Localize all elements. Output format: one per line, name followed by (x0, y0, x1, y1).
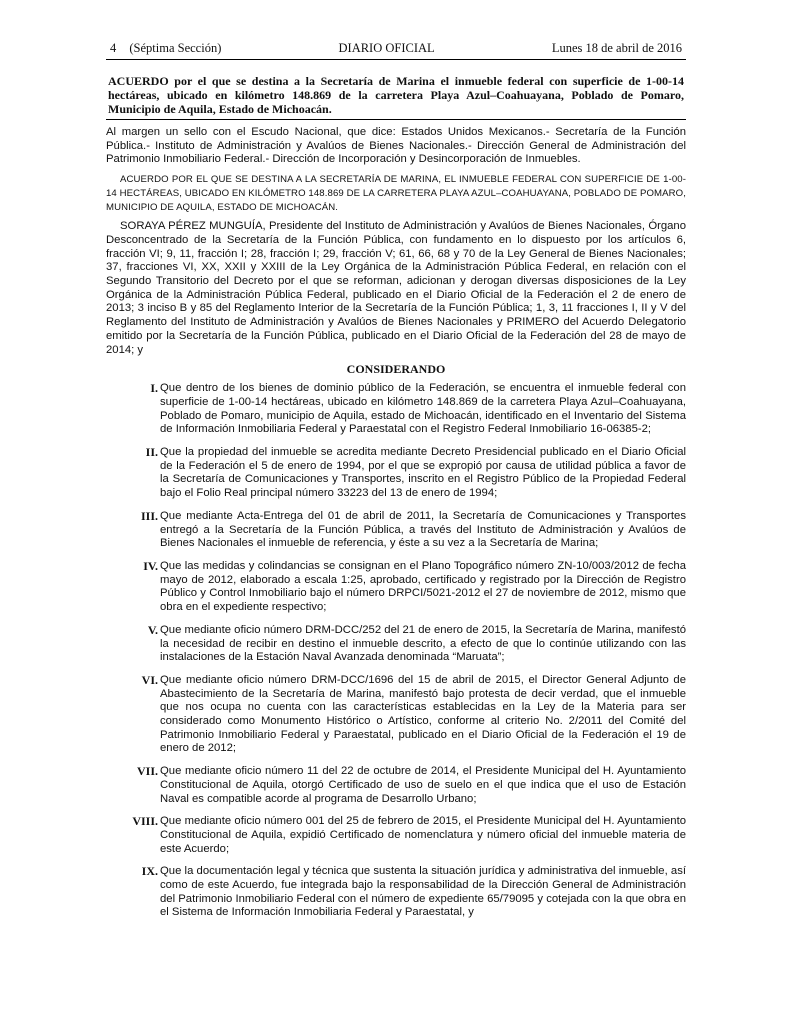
section-label: (Séptima Sección) (129, 41, 222, 55)
item-number: IX. (141, 864, 158, 879)
list-item (106, 446, 686, 501)
considerando-list (106, 382, 686, 920)
list-item (106, 510, 686, 551)
page-header (106, 40, 686, 60)
item-text: Que mediante oficio número 11 del 22 de octubre de 2014, el Presidente Municipal del H. Ayuntamiento Constitucional de Aquila, otorgó Certificado de uso de suelo en el que indica que el uso de Estación Naval es compatible acorde al programa de Desarrollo Urbano; (160, 765, 686, 805)
item-number: I. (150, 381, 158, 396)
considerando-heading: CONSIDERANDO (346, 362, 446, 377)
item-text: Que dentro de los bienes de dominio público de la Federación, se encuentra el inmueble federal con superficie de 1-00-14 hectáreas, ubicado en kilómetro 148.869 de la carretera Playa Azul–Coahuayana, Poblado de Pomaro, municipio de Aquila, estado de Michoacán, identificado en el Inventario del Sistema de Información Inmobiliaria Federal y Paraestatal con el Registro Federal Inmobiliario 16-06385-2; (160, 382, 686, 436)
item-text: Que mediante Acta-Entrega del 01 de abril de 2011, la Secretaría de Comunicaciones y Transportes entregó a la Secretaría de la Función Pública, a través del Instituto de Administración y Avalúos de Bienes Nacionales el inmueble de referencia, y éste a su vez a la Secretaría de Marina; (160, 509, 686, 550)
item-text: Que las medidas y colindancias se consignan en el Plano Topográfico número ZN-10/003/2012 de fecha mayo de 2012, elaborado a escala 1:25, aprobado, certificado y registrado por la Dirección de Registro Público y Control Inmobiliario bajo el número DRPCI/5021-2012 el 27 de noviembre de 2012, mismo que obra en el expediente respectivo; (160, 559, 686, 614)
list-item (106, 815, 686, 856)
list-item (106, 624, 686, 665)
item-text: Que mediante oficio número DRM-DCC/1696 del 15 de abril de 2015, el Director General Adjunto de Abastecimiento de la Secretaría de Marina, manifestó bajo protesta de decir verdad, que el inmueble que nos ocupa no cuenta con las características establecidas en la Ley de la Materia para ser considerado como Monumento Histórico o Artístico, conforme al criterio No. 2/2011 del Comité del Patrimonio Inmobiliario Federal y Paraestatal, publicado en el Diario Oficial de la Federación el 19 de enero de 2012; (160, 673, 686, 755)
list-item (106, 765, 686, 806)
document-page (106, 40, 686, 929)
item-number: V. (147, 622, 158, 637)
item-number: VI. (141, 672, 158, 687)
item-number: II. (145, 445, 158, 460)
header-left (110, 40, 221, 56)
document-title: ACUERDO por el que se destina a la Secretaría de Marina el inmueble federal con superficie de 1-00-14 hectáreas, ubicado en kilómetro 148.869 de la carretera Playa Azul–Coahuayana, Poblado de Pomaro, Municipio de Aquila, Estado de Michoacán. (106, 74, 686, 120)
item-number: VIII. (132, 814, 158, 829)
item-text: Que la propiedad del inmueble se acredita mediante Decreto Presidencial publicado en el Diario Oficial de la Federación el 5 de enero de 1994, por el que se expropió por causa de utilidad pública a favor de la Secretaría de Comunicaciones y Transportes, inscrito en el Registro Público de la Propiedad Federal bajo el Folio Real principal número 33223 del 13 de enero de 1994; (160, 446, 686, 500)
list-item (106, 674, 686, 756)
item-number: III. (140, 508, 158, 523)
caps-title: ACUERDO POR EL QUE SE DESTINA A LA SECRETARÍA DE MARINA, EL INMUEBLE FEDERAL CON SUPERFICIE DE 1-00-14 HECTÁREAS, UBICADO EN KILÓMETRO 148.869 DE LA CARRETERA PLAYA AZUL–COAHUAYANA, POBLADO DE POMARO, MUNICIPIO DE AQUILA, ESTADO DE MICHOACÁN. (106, 174, 686, 213)
margin-note: Al margen un sello con el Escudo Nacional, que dice: Estados Unidos Mexicanos.- Secretaría de la Función Pública.- Instituto de Administración y Avalúos de Bienes Nacionales.- Dirección General de Administración del Patrimonio Inmobiliario Federal.- Dirección de Incorporación y Desincorporación de Inmuebles. (106, 126, 686, 166)
list-item (106, 560, 686, 615)
item-number: IV. (143, 558, 158, 573)
item-text: Que mediante oficio número DRM-DCC/252 del 21 de enero de 2015, la Secretaría de Marina, manifestó la necesidad de recibir en destino el inmueble descrito, a efecto de que lo continúe utilizando con las instalaciones de la Estación Naval Avanzada denominada “Maruata”; (160, 623, 686, 664)
publication-name: DIARIO OFICIAL (338, 41, 435, 55)
item-number: VII. (136, 764, 158, 779)
publication-date: Lunes 18 de abril de 2016 (551, 41, 682, 55)
intro-paragraph: SORAYA PÉREZ MUNGUÍA, Presidente del Instituto de Administración y Avalúos de Bienes Nacionales, Órgano Desconcentrado de la Secretaría de la Función Pública, con fundamento en lo dispuesto por los artículos 6, fracción VI; 9, 11, fracción I; 28, fracción I; 29, fracción V; 61, 66, 68 y 70 de la Ley General de Bienes Nacionales; 37, fracciones VI, XX, XXII y XXIII de la Ley Orgánica de la Administración Pública Federal, en relación con el Segundo Transitorio del Decreto por el que se reforman, adicionan y derogan diversas disposiciones de la Ley Orgánica de la Administración Pública Federal, publicado en el Diario Oficial de la Federación el 2 de enero de 2013; 3 inciso B y 85 del Reglamento Interior de la Secretaría de la Función Pública; 1, 3, 11 fracciones I, II y V del Reglamento del Instituto de Administración y Avalúos de Bienes Nacionales y PRIMERO del Acuerdo Delegatorio emitido por la Secretaría de la Función Pública, publicado en el Diario Oficial de la Federación del 28 de mayo de 2014; y (106, 220, 686, 356)
item-text: Que la documentación legal y técnica que sustenta la situación jurídica y administrativa del inmueble, así como de este Acuerdo, fue integrada bajo la responsabilidad de la Dirección General de Administración del Patrimonio Inmobiliario Federal con el número de expediente 65/79095 y cotejada con la que obra en el Sistema de Información Inmobiliaria Federal y Paraestatal, y (160, 865, 686, 919)
page-number: 4 (110, 41, 117, 55)
list-item (106, 865, 686, 920)
list-item (106, 382, 686, 437)
item-text: Que mediante oficio número 001 del 25 de febrero de 2015, el Presidente Municipal del H. Ayuntamiento Constitucional de Aquila, expidió Certificado de nomenclatura y número oficial del inmueble materia de este Acuerdo; (160, 815, 686, 855)
